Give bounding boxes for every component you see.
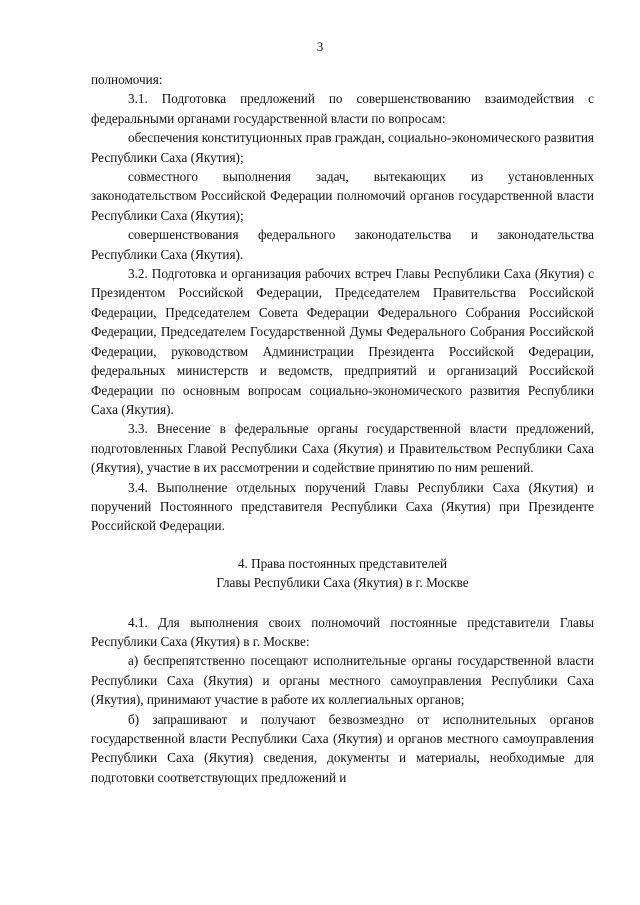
spacer xyxy=(91,593,594,613)
paragraph-continuation: полномочия: xyxy=(91,72,163,87)
paragraph-4-1: 4.1. Для выполнения своих полномочий постоянные представители Главы Республики Саха (Якутия) в г. Москве: xyxy=(91,614,594,649)
paragraph-3-1-item-2: совместного выполнения задач, вытекающих из установленных законодательством Российской Федерации полномочий органов государственной власти Республики Саха (Якутия); xyxy=(91,169,594,223)
paragraph-4-1-item-b: б) запрашивают и получают безвозмездно от исполнительных органов государственной власти Республики Саха (Якутия) и органов местного самоуправления Республики Саха (Якутия) сведения, документы и материалы, необходимые для подготовки соответствующих предложений и xyxy=(91,711,594,785)
paragraph-3-1-item-3: совершенствования федерального законодательства и законодательства Республики Саха (Якутия). xyxy=(91,227,594,262)
paragraph-3-4: 3.4. Выполнение отдельных поручений Главы Республики Саха (Якутия) и поручений Постоянного представителя Республики Саха (Якутия) при Президенте Российской Федерации. xyxy=(91,479,594,534)
spacer xyxy=(91,536,594,554)
paragraph-3-1: 3.1. Подготовка предложений по совершенствованию взаимодействия с федеральными органами государственной власти по вопросам: xyxy=(91,91,594,126)
section-heading-line-2: Главы Республики Саха (Якутия) в г. Москве xyxy=(216,575,469,591)
paragraph-3-3: 3.3. Внесение в федеральные органы государственной власти предложений, подготовленных Главой Республики Саха (Якутия) и Правительством Республики Саха (Якутия), участие в их рассмотрении и содействие принятию по ним решений. xyxy=(91,421,594,476)
paragraph-4-1-item-a: а) беспрепятственно посещают исполнительные органы государственной власти Республики Саха (Якутия) и органы местного самоуправления Республики Саха (Якутия), принимают участие в работе их коллегиальных органов; xyxy=(91,653,594,708)
paragraph-3-1-item-1: обеспечения конституционных прав граждан, социально-экономического развития Республики Саха (Якутия); xyxy=(91,130,594,165)
page-number: 3 xyxy=(316,39,324,54)
document-body xyxy=(91,70,594,787)
section-heading-line-1: 4. Права постоянных представителей xyxy=(237,555,448,571)
paragraph-3-2: 3.2. Подготовка и организация рабочих встреч Главы Республики Саха (Якутия) с Президентом Российской Федерации, Председателем Правительства Российской Федерации, Председателем Совета Федерации Федерального Собрания Российской Федерации, Председателем Государственной Думы Федерального Собрания Российской Федерации, руководством Администрации Президента Российской Федерации, федеральных министерств и ведомств, предприятий и организаций Российской Федерации по основным вопросам социально-экономического развития Республики Саха (Якутия). xyxy=(91,266,594,417)
